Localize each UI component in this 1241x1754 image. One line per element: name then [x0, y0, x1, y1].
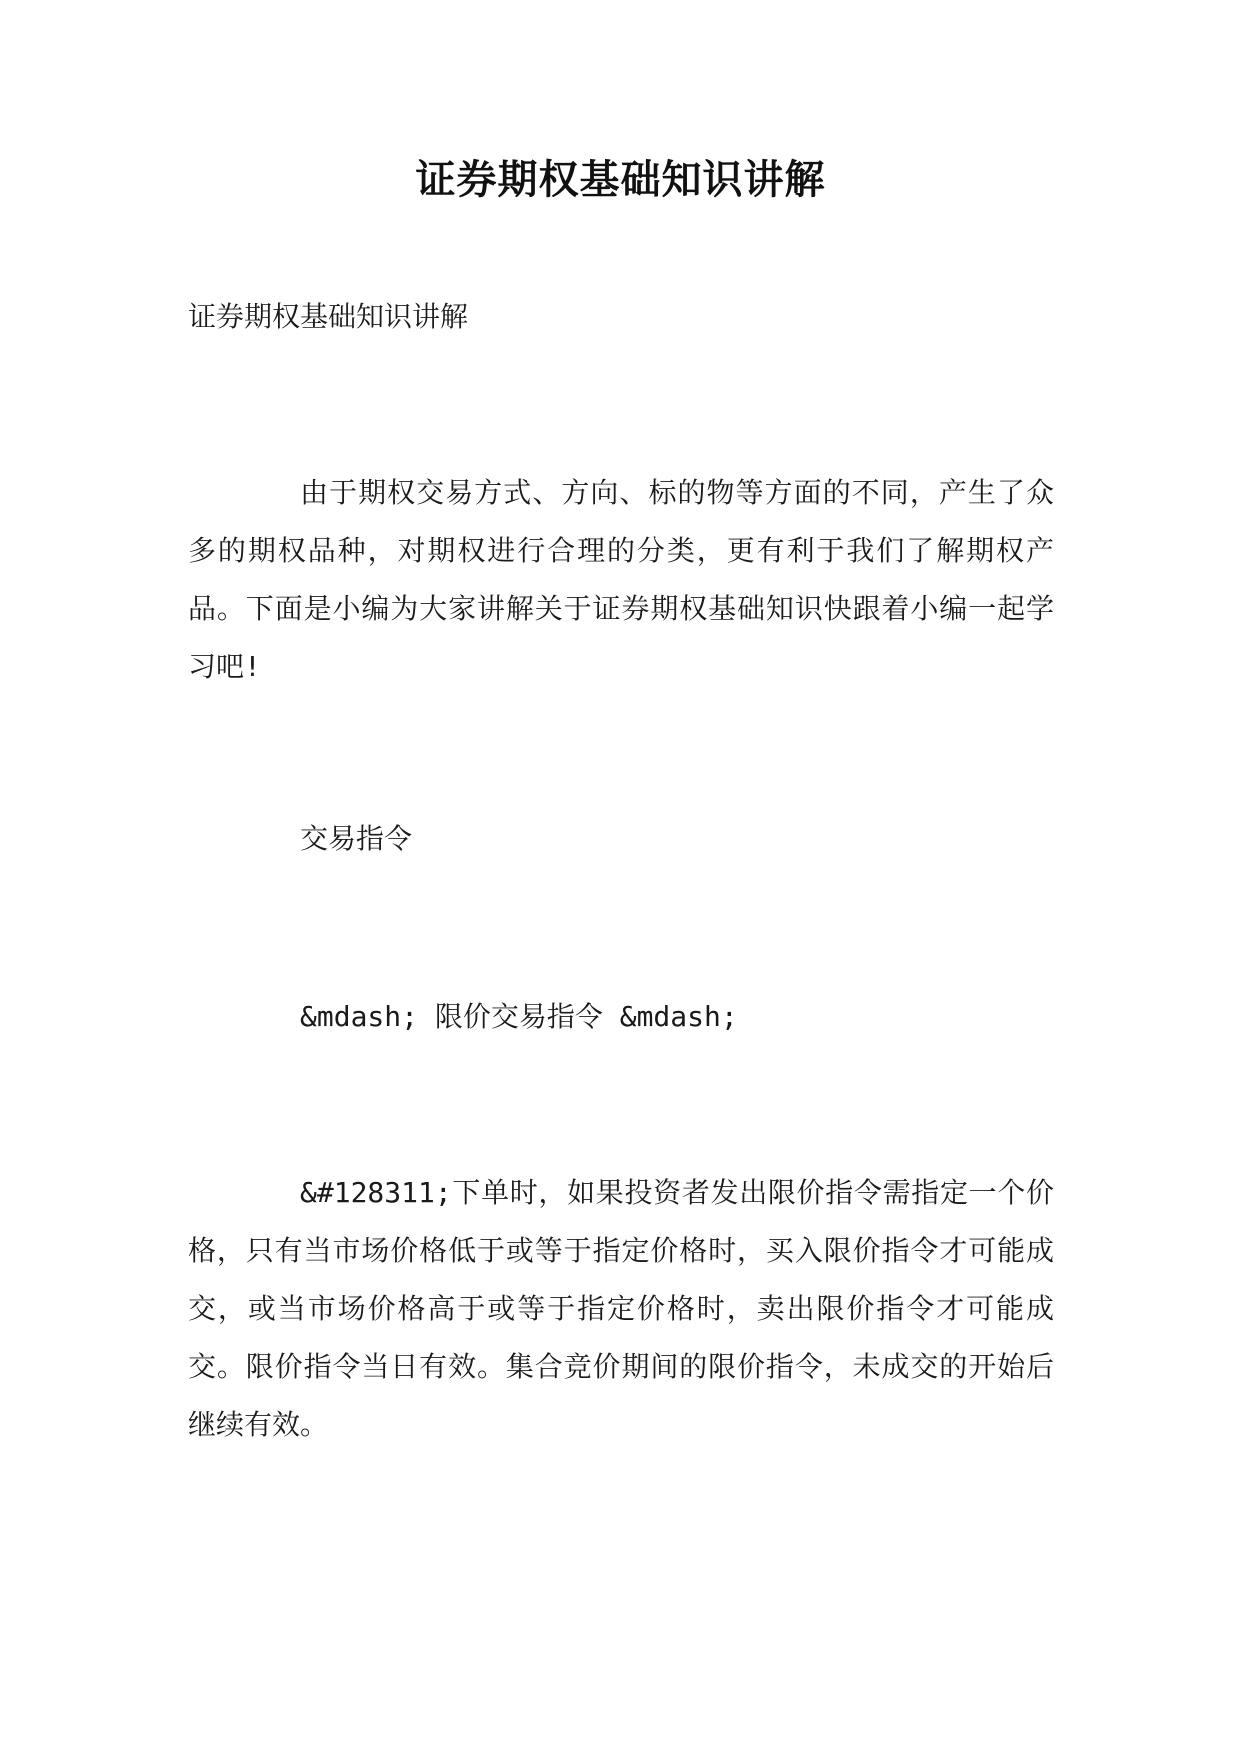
intro-paragraph: 由于期权交易方式、方向、标的物等方面的不同，产生了众多的期权品种，对期权进行合理的分类，更有利于我们了解期权产品。下面是小编为大家讲解关于证券期权基础知识快跟着小编一起学习吧! [188, 476, 1054, 683]
document-subtitle: 证券期权基础知识讲解 [188, 300, 469, 333]
section-heading: 交易指令 [300, 822, 413, 855]
document-title: 证券期权基础知识讲解 [415, 156, 826, 203]
limit-order-paragraph: &#128311;下单时，如果投资者发出限价指令需指定一个价格，只有当市场价格低于或等于指定价格时，买入限价指令才可能成交，或当市场价格高于或等于指定价格时，卖出限价指令才可能成交。限价指令当日有效。集合竞价期间的限价指令，未成交的开始后继续有效。 [188, 1176, 1054, 1441]
subsection-heading: &mdash; 限价交易指令 &mdash; [300, 1000, 738, 1033]
